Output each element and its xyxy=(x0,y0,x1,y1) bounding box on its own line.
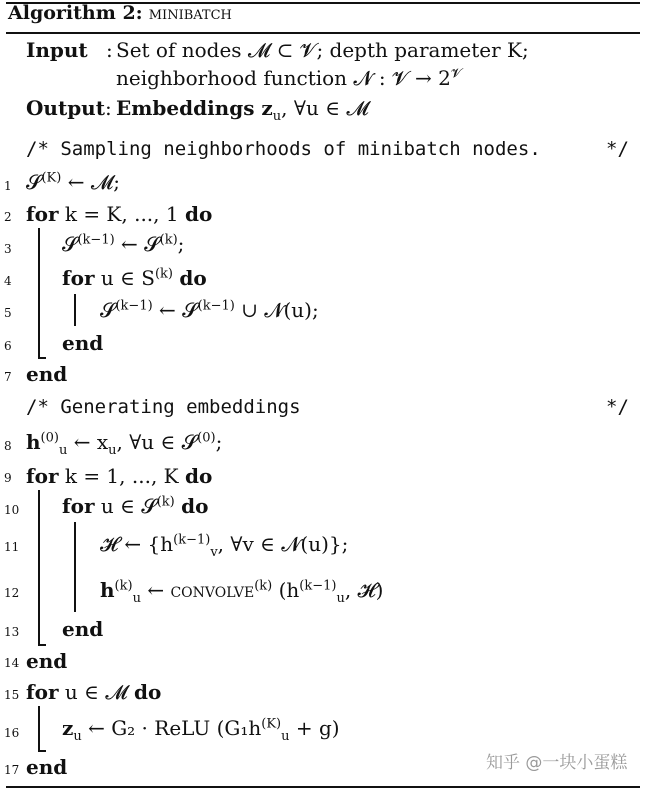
comment-embeddings-end: */ xyxy=(606,396,629,418)
code-line-11: 𝓗 ← {$h^{(k-1)}_v$, ∀v ∈ 𝓝(u)}; xyxy=(100,532,349,560)
block-bar-end xyxy=(38,357,46,359)
line-number: 6 xyxy=(4,339,12,353)
algorithm-title xyxy=(8,4,232,23)
line-number: 5 xyxy=(4,306,12,320)
block-bar xyxy=(38,706,40,751)
code-line-12: $h^{(k)}_u$ ← convolve$^{(k)}$ ($h^{(k-1)}_u$, 𝓗) xyxy=(100,578,384,606)
line-number: 3 xyxy=(4,242,12,256)
code-line-14: end xyxy=(26,649,68,673)
block-bar xyxy=(38,490,40,645)
block-bar-end xyxy=(38,750,46,752)
code-line-7: end xyxy=(26,362,68,386)
header-rule xyxy=(6,32,640,34)
comment-sampling: /* Sampling neighborhoods of minibatch nodes. xyxy=(26,138,541,160)
code-line-3: 𝓢$^{(k-1)}$ ← 𝓢$^{(k)}$; xyxy=(62,232,185,256)
line-number: 8 xyxy=(4,439,12,453)
input-key: Input xyxy=(26,38,88,62)
block-bar xyxy=(74,522,76,612)
code-line-13: end xyxy=(62,617,104,641)
code-line-2: for k = K, ..., 1 do xyxy=(26,202,213,226)
code-line-10: for u ∈ 𝓢$^{(k)}$ do xyxy=(62,494,209,518)
bottom-rule xyxy=(6,786,640,788)
input-line-2: neighborhood function 𝓝 : 𝓥 → $2^𝓥$ xyxy=(116,66,462,90)
input-colon: : xyxy=(106,38,113,62)
line-number: 15 xyxy=(4,688,20,702)
code-line-17: end xyxy=(26,755,68,779)
code-line-5: 𝓢$^{(k-1)}$ ← 𝓢$^{(k-1)}$ ∪ 𝓝(u); xyxy=(100,298,319,322)
line-number: 17 xyxy=(4,763,20,777)
block-bar xyxy=(38,228,40,358)
watermark: 知乎 @一块小蛋糕 xyxy=(486,753,628,773)
algorithm-name: minibatch xyxy=(148,2,232,24)
comment-sampling-end: */ xyxy=(606,138,629,160)
comment-embeddings: /* Generating embeddings xyxy=(26,396,301,418)
line-number: 4 xyxy=(4,274,12,288)
code-line-4: for u ∈ $S^{(k)}$ do xyxy=(62,266,207,290)
line-number: 13 xyxy=(4,625,20,639)
code-line-8: $h^{(0)}_u$ ← $x_u$, ∀u ∈ 𝓢$^{(0)}$; xyxy=(26,430,223,458)
line-number: 7 xyxy=(4,370,12,384)
code-line-9: for k = 1, ..., K do xyxy=(26,464,213,488)
output-text: Embeddings $z_u$, ∀u ∈ 𝓜 xyxy=(116,96,369,124)
input-line-1: Set of nodes 𝓜 ⊂ 𝓥; depth parameter K; xyxy=(116,38,529,62)
line-number: 11 xyxy=(4,540,20,554)
code-line-15: for u ∈ 𝓜 do xyxy=(26,680,162,704)
code-line-1: 𝓢$^{(K)}$ ← 𝓜; xyxy=(26,170,120,194)
block-bar-end xyxy=(38,644,46,646)
line-number: 2 xyxy=(4,210,12,224)
code-line-6: end xyxy=(62,331,104,355)
line-number: 16 xyxy=(4,726,20,740)
block-bar xyxy=(74,294,76,326)
line-number: 9 xyxy=(4,471,12,485)
line-number: 10 xyxy=(4,503,20,517)
line-number: 14 xyxy=(4,656,20,670)
line-number: 12 xyxy=(4,586,20,600)
output-key: Output: xyxy=(26,96,112,120)
line-number: 1 xyxy=(4,179,12,193)
algorithm-label: Algorithm 2: xyxy=(8,2,143,24)
code-line-16: $z_u$ ← G₂ · ReLU $(G_1h^{(K)}_u + g)$ xyxy=(62,716,340,744)
